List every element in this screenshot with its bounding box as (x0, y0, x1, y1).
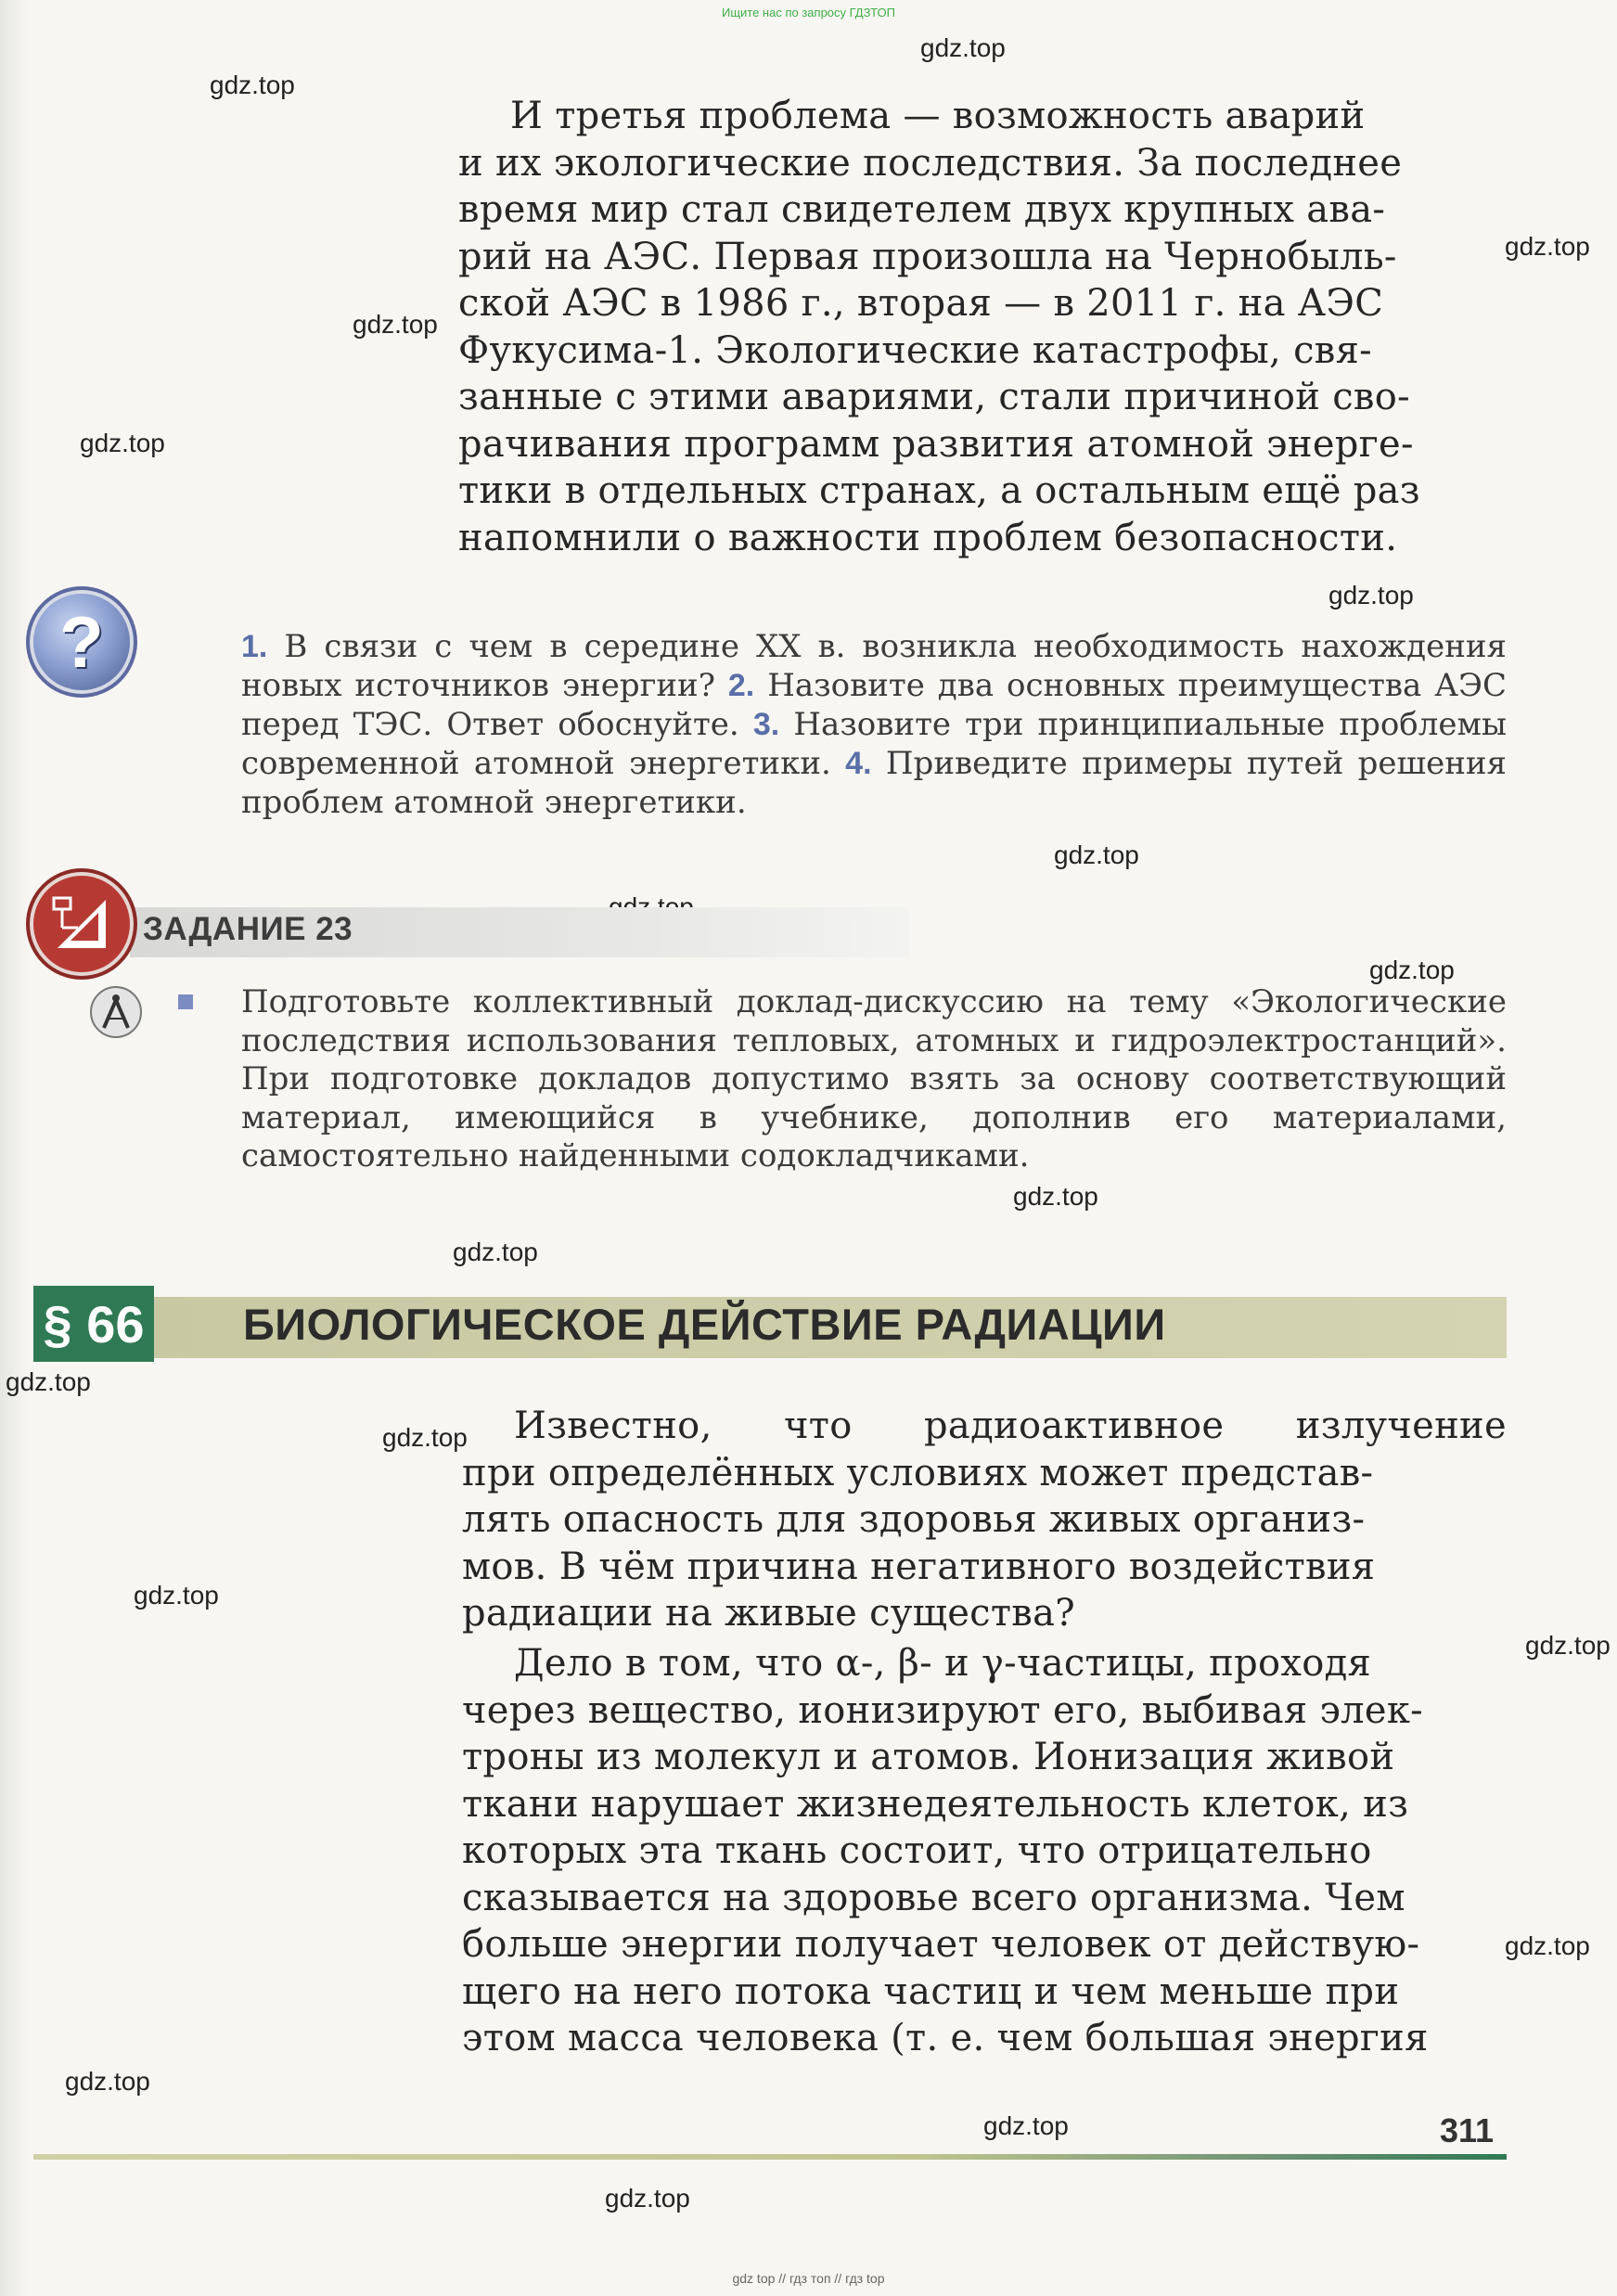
question-number: 2. (727, 668, 755, 703)
task-text: Подготовьте коллективный доклад-дискуссию на тему «Экологические последствия использования тепловых, атомных и гидроэлектростанций». При подготовке докладов допустимо взять за основу соответствующий материал, имеющийся в учебнике, дополнив его материалами, самостоятельно найденными содокладчиками. (241, 983, 1507, 1174)
question-mark-icon: ? (33, 594, 130, 690)
top-banner[interactable]: Ищите нас по запросу ГДЗТОП (721, 6, 895, 19)
text-line: И третья проблема — возможность аварий (510, 95, 1366, 137)
watermark: gdz.top (210, 71, 295, 99)
text-line: занные с этими авариями, стали причиной сво- (458, 376, 1410, 418)
ruler-icon (33, 876, 130, 972)
watermark: gdz.top (1054, 840, 1139, 869)
watermark: gdz.top (65, 2067, 150, 2096)
text-line: троны из молекул и атомов. Ионизация живой (462, 1736, 1395, 1778)
text-line: через вещество, ионизируют его, выбивая элек- (462, 1688, 1423, 1732)
text-line: при определённых условиях может представ- (462, 1451, 1374, 1494)
page-number: 311 (1440, 2111, 1495, 2149)
watermark: gdz.top (353, 310, 438, 339)
task-ruler-icon (33, 876, 130, 972)
question-text: В связи с чем в середине XX в. возникла необходимость нахождения новых источников энергии? (241, 628, 1507, 704)
section-title: БИОЛОГИЧЕСКОЕ ДЕЙСТВИЕ РАДИАЦИИ (243, 1300, 1166, 1349)
watermark: gdz.top (920, 33, 1006, 62)
question-number: 4. (845, 746, 872, 781)
text-line: сказывается на здоровье всего организма. Чем (462, 1876, 1405, 1919)
intro-paragraph (458, 93, 1507, 561)
text-line: радиации на живые существа? (462, 1592, 1076, 1635)
compass-icon (89, 985, 143, 1039)
text-line: Дело в том, что α-, β- и γ-частицы, проходя (514, 1642, 1372, 1685)
watermark: gdz.top (1328, 581, 1414, 609)
text-line: ткани нарушает жизнедеятельность клеток, из (462, 1782, 1409, 1826)
text-line: которых эта ткань состоит, что отрицательно (462, 1829, 1372, 1872)
watermark: gdz.top (80, 429, 165, 457)
text-line: этом масса человека (т. е. чем большая энергия (462, 2017, 1429, 2059)
text-line: Известно, что радиоактивное излучение (514, 1405, 1507, 1447)
watermark: gdz.top (605, 2184, 690, 2213)
question-number: 3. (752, 707, 780, 742)
page-edge-shadow (0, 0, 30, 2296)
text-line: щего на него потока частиц и чем меньше при (462, 1969, 1400, 2013)
question-text: Назовите три принципиальные проблемы современной атомной энергетики. (241, 706, 1507, 782)
text-line: рий на АЭС. Первая произошла на Чернобыль- (458, 235, 1397, 278)
text-line: лять опасность для здоровья живых организ- (462, 1498, 1366, 1541)
text-line: больше энергии получает человек от действую- (462, 1923, 1420, 1966)
task-title: ЗАДАНИЕ 23 (143, 911, 353, 947)
watermark: gdz.top (1013, 1182, 1098, 1211)
question-number: 1. (241, 629, 268, 664)
body-paragraph-2 (462, 1640, 1507, 2062)
bullet-square-icon (178, 994, 193, 1009)
watermark: gdz.top (1505, 1931, 1590, 1960)
text-line: рачивания программ развития атомной энерге- (458, 422, 1414, 466)
watermark: gdz.top (1505, 232, 1590, 261)
watermark: gdz.top (1525, 1631, 1611, 1660)
text-line: тики в отдельных странах, а остальным ещё раз (458, 469, 1420, 512)
text-line: и их экологические последствия. За последнее (458, 141, 1403, 185)
text-line: ской АЭС в 1986 г., вторая — в 2011 г. на АЭС (458, 282, 1384, 325)
watermark: gdz.top (134, 1581, 219, 1610)
watermark: gdz.top (6, 1367, 91, 1396)
question-text: Приведите примеры путей решения проблем атомной энергетики. (241, 745, 1507, 821)
watermark: gdz.top (1369, 956, 1455, 984)
questions-block (241, 627, 1507, 822)
text-line: время мир стал свидетелем двух крупных ава- (458, 188, 1386, 231)
text-line: мов. В чём причина негативного воздействия (462, 1545, 1376, 1588)
question-text: Назовите два основных преимущества АЭС перед ТЭС. Ответ обоснуйте. (241, 667, 1508, 743)
text-line: Фукусима-1. Экологические катастрофы, свя- (458, 328, 1372, 372)
section-number-badge: § 66 (33, 1286, 154, 1362)
bottom-rule (33, 2154, 1507, 2160)
watermark: gdz.top (453, 1238, 538, 1266)
footer-links[interactable]: gdz top // гдз топ // гдз top (732, 2271, 885, 2286)
watermark: gdz.top (983, 2111, 1069, 2140)
text-line: напомнили о важности проблем безопасности. (458, 516, 1398, 559)
watermark: gdz.top (382, 1423, 468, 1452)
body-paragraph-1 (462, 1403, 1507, 1637)
